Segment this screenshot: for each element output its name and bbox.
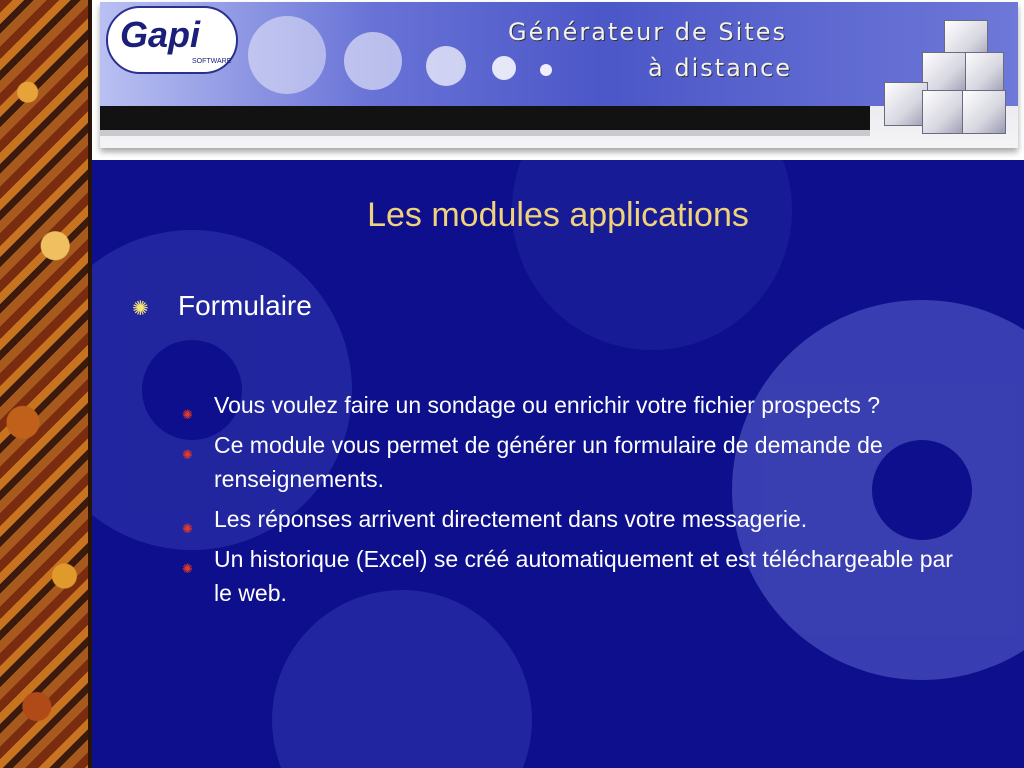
list-item bbox=[182, 502, 962, 536]
list-item bbox=[182, 388, 962, 422]
list-item-text: Un historique (Excel) se créé automatiquement et est téléchargeable par le web. bbox=[214, 546, 953, 606]
gear-burst-bullet-icon: ✺ bbox=[132, 298, 149, 320]
red-burst-bullet-icon: ✺ bbox=[182, 407, 193, 422]
banner-dark-bar bbox=[100, 106, 870, 130]
red-burst-bullet-icon: ✺ bbox=[182, 521, 193, 536]
slide-title: Les modules applications bbox=[367, 196, 749, 234]
decorative-texture-strip bbox=[0, 0, 92, 768]
gear-graphic bbox=[272, 590, 532, 768]
sub-bullet-list bbox=[182, 388, 962, 616]
logo-subtext: SOFTWARE bbox=[192, 58, 232, 65]
cubes-graphic bbox=[882, 16, 1012, 134]
main-bullet-label: Formulaire bbox=[178, 290, 312, 321]
list-item bbox=[182, 542, 962, 610]
red-burst-bullet-icon: ✺ bbox=[182, 561, 193, 576]
banner-title-line1: Générateur de Sites bbox=[508, 18, 788, 46]
header-banner bbox=[92, 0, 1024, 160]
red-burst-bullet-icon: ✺ bbox=[182, 447, 193, 462]
banner-artwork bbox=[100, 2, 1018, 106]
list-item-text: Les réponses arrivent directement dans votre messagerie. bbox=[214, 506, 808, 532]
banner-light-bar bbox=[100, 130, 870, 136]
list-item-text: Ce module vous permet de générer un formulaire de demande de renseignements. bbox=[214, 432, 883, 492]
list-item-text: Vous voulez faire un sondage ou enrichir votre fichier prospects ? bbox=[214, 392, 881, 418]
logo-text: Gapi bbox=[120, 14, 201, 55]
gapi-logo bbox=[106, 6, 238, 74]
list-item bbox=[182, 428, 962, 496]
gear-graphic bbox=[512, 150, 792, 350]
banner-title-line2: à distance bbox=[648, 54, 793, 82]
